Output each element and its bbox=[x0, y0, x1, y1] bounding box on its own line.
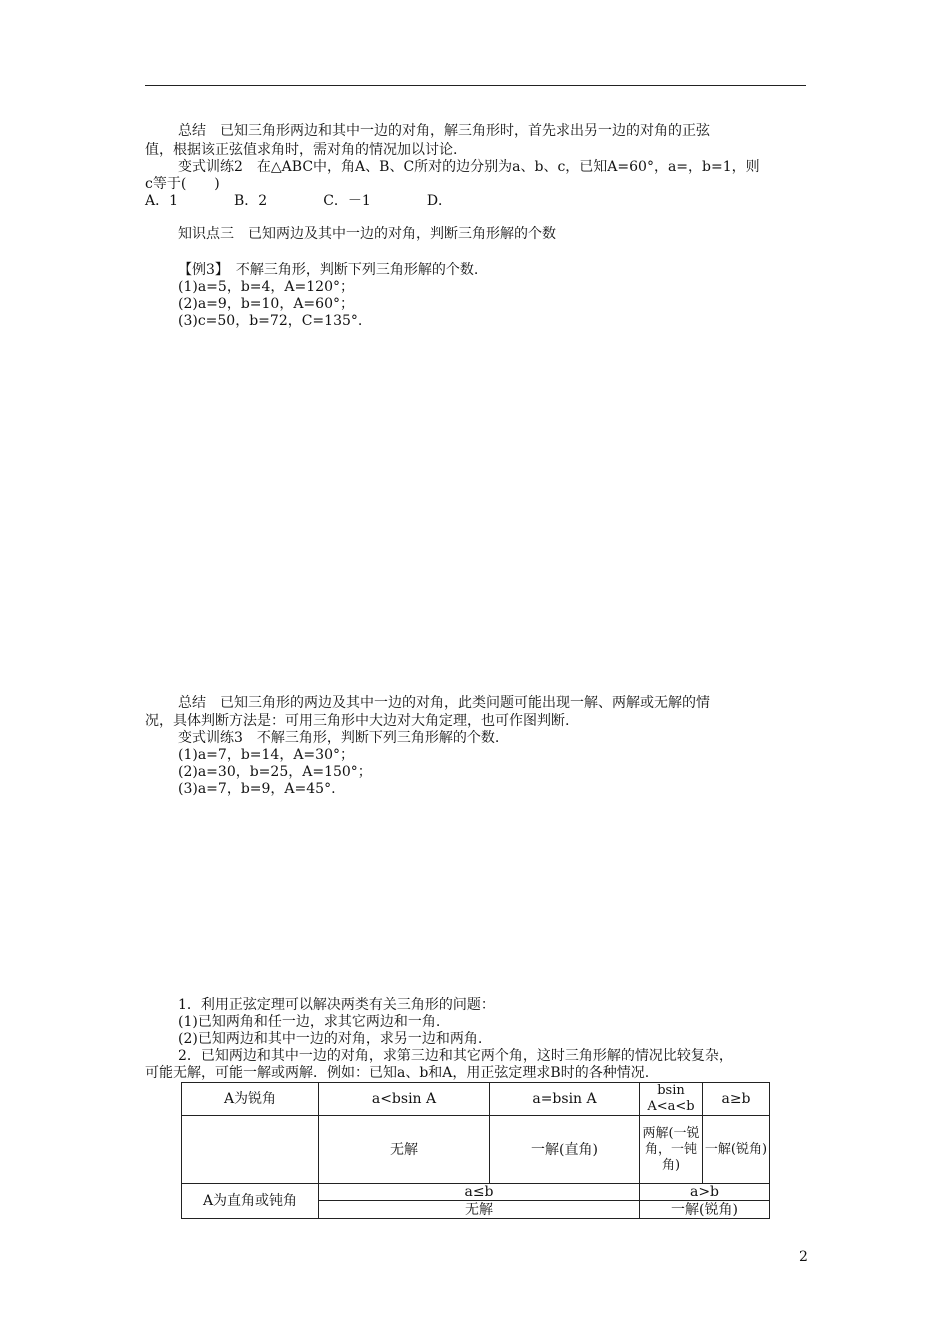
summary1-line2: 值，根据该正弦值求角时，需对角的情况加以讨论. bbox=[145, 142, 458, 158]
variant2-line2: c等于( ) bbox=[145, 176, 220, 192]
table-cell: a≤b bbox=[319, 1184, 640, 1201]
table-row bbox=[182, 1184, 770, 1201]
table-cell: 无解 bbox=[319, 1116, 490, 1184]
header-rule bbox=[145, 85, 806, 86]
table-cell: 一解(锐角) bbox=[640, 1201, 770, 1219]
example3-item-3: (3)c=50，b=72，C=135°. bbox=[178, 313, 363, 329]
table-cell: A为直角或钝角 bbox=[182, 1184, 319, 1219]
example3-item-1: (1)a=5，b=4，A=120°； bbox=[178, 279, 354, 295]
summary2-line1: 总结 已知三角形的两边及其中一边的对角，此类问题可能出现一解、两解或无解的情 bbox=[178, 695, 710, 711]
variant2-options: A．1 B．2 C．－1 D． bbox=[145, 193, 453, 209]
variant3-item-1: (1)a=7，b=14，A=30°； bbox=[178, 747, 354, 763]
table-cell bbox=[182, 1116, 319, 1184]
variant2-line1: 变式训练2 在△ABC中，角A、B、C所对的边分别为a、b、c，已知A=60°，a=，b=1，则 bbox=[178, 159, 760, 175]
page-number: 2 bbox=[799, 1249, 808, 1265]
table-cell: A为锐角 bbox=[182, 1083, 319, 1116]
note1-item-2: (2)已知两边和其中一边的对角，求另一边和两角. bbox=[178, 1031, 483, 1047]
table-cell: a<bsin A bbox=[319, 1083, 490, 1116]
table-row bbox=[182, 1083, 770, 1116]
note1: 1．利用正弦定理可以解决两类有关三角形的问题： bbox=[178, 997, 495, 1013]
note1-item-1: (1)已知两角和任一边，求其它两边和一角. bbox=[178, 1014, 441, 1030]
table-cell: a≥b bbox=[703, 1083, 770, 1116]
table-cell: 两解(一锐角，一钝角) bbox=[640, 1116, 703, 1184]
variant3-stem: 变式训练3 不解三角形，判断下列三角形解的个数. bbox=[178, 730, 500, 746]
table-cell: 无解 bbox=[319, 1201, 640, 1219]
variant3-item-2: (2)a=30，b=25，A=150°； bbox=[178, 764, 372, 780]
note2-line1: 2．已知两边和其中一边的对角，求第三边和其它两个角，这时三角形解的情况比较复杂， bbox=[178, 1048, 733, 1064]
variant3-item-3: (3)a=7，b=9，A=45°. bbox=[178, 781, 336, 797]
example3-item-2: (2)a=9，b=10，A=60°； bbox=[178, 296, 354, 312]
example3-stem: 【例3】 不解三角形，判断下列三角形解的个数. bbox=[178, 262, 479, 278]
table-row bbox=[182, 1116, 770, 1184]
note2-line2: 可能无解，可能一解或两解．例如：已知a、b和A，用正弦定理求B时的各种情况. bbox=[145, 1065, 650, 1081]
table-cell: a=bsin A bbox=[490, 1083, 640, 1116]
table-cell: 一解(直角) bbox=[490, 1116, 640, 1184]
summary2-line2: 况，具体判断方法是：可用三角形中大边对大角定理，也可作图判断. bbox=[145, 713, 570, 729]
table-cell: a>b bbox=[640, 1184, 770, 1201]
summary1-line1: 总结 已知三角形两边和其中一边的对角，解三角形时，首先求出另一边的对角的正弦 bbox=[178, 123, 710, 139]
knowledge-point-3-title: 知识点三 已知两边及其中一边的对角，判断三角形解的个数 bbox=[178, 226, 556, 242]
solution-cases-table bbox=[181, 1082, 770, 1219]
table-cell: 一解(锐角) bbox=[703, 1116, 770, 1184]
table-cell: bsin A<a<b bbox=[640, 1083, 703, 1116]
